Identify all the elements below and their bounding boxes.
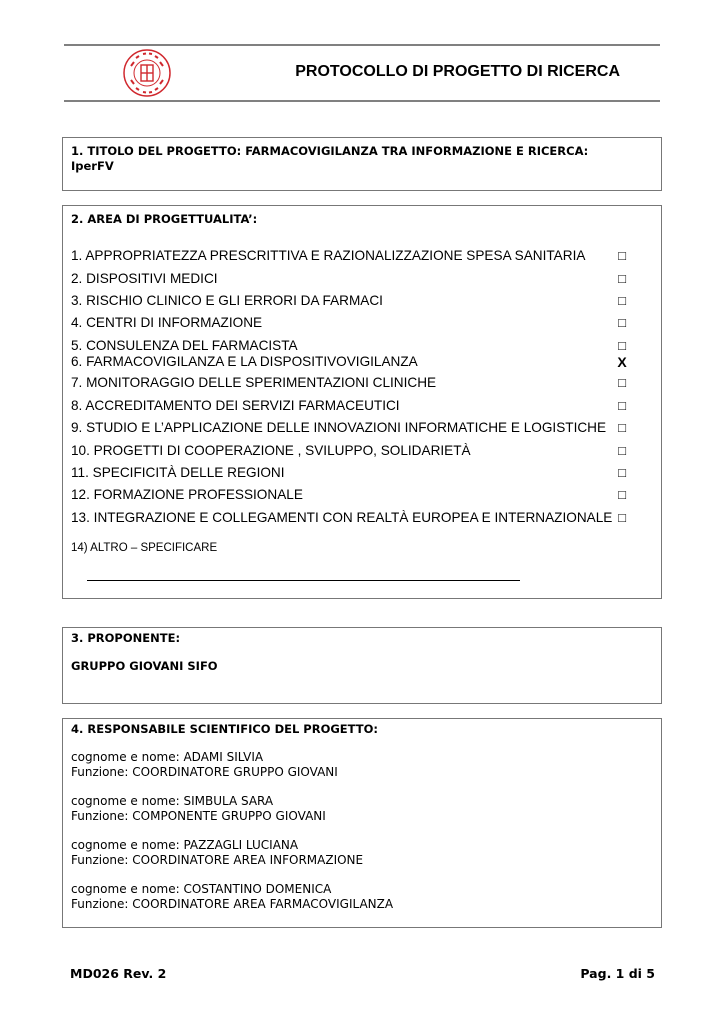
section-scientific-leads bbox=[62, 718, 662, 928]
area-item bbox=[71, 398, 655, 413]
area-item bbox=[71, 293, 655, 308]
header-top-rule bbox=[64, 44, 660, 46]
area-item-checked-mark[interactable]: X bbox=[617, 354, 627, 370]
area-item-checkbox[interactable]: □ bbox=[618, 315, 626, 330]
project-area-label: 2. AREA DI PROGETTUALITA’: bbox=[71, 212, 258, 226]
area-item-checkbox[interactable]: □ bbox=[618, 248, 626, 263]
area-item-checkbox[interactable]: □ bbox=[618, 420, 626, 435]
area-item bbox=[71, 375, 655, 390]
area-item bbox=[71, 315, 655, 330]
area-item-label: 10. PROGETTI DI COOPERAZIONE , SVILUPPO, SOLIDARIETÀ bbox=[71, 443, 471, 458]
area-item-checkbox[interactable]: □ bbox=[618, 443, 626, 458]
proponent-label: 3. PROPONENTE: bbox=[71, 631, 181, 645]
area-item-label: 9. STUDIO E L’APPLICAZIONE DELLE INNOVAZIONI INFORMATICHE E LOGISTICHE bbox=[71, 420, 607, 435]
area-item bbox=[71, 465, 655, 480]
person-name: cognome e nome: SIMBULA SARA bbox=[71, 794, 274, 808]
person-role: Funzione: COORDINATORE GRUPPO GIOVANI bbox=[71, 765, 338, 779]
area-item bbox=[71, 443, 655, 458]
area-item-checkbox[interactable]: □ bbox=[618, 375, 626, 390]
area-item bbox=[71, 354, 655, 369]
project-title-text bbox=[71, 144, 655, 174]
area-item-checkbox[interactable]: □ bbox=[618, 398, 626, 413]
area-item-checkbox[interactable]: □ bbox=[618, 293, 626, 308]
footer-page-number: Pag. 1 di 5 bbox=[580, 966, 655, 981]
footer-doc-code: MD026 Rev. 2 bbox=[70, 966, 167, 981]
area-item bbox=[71, 248, 655, 263]
proponent-value: GRUPPO GIOVANI SIFO bbox=[71, 659, 218, 673]
person-role: Funzione: COMPONENTE GRUPPO GIOVANI bbox=[71, 809, 326, 823]
area-item-checkbox[interactable]: □ bbox=[618, 338, 626, 353]
area-item-label: 13. INTEGRAZIONE E COLLEGAMENTI CON REALTÀ EUROPEA E INTERNAZIONALE bbox=[71, 510, 613, 525]
header-bottom-rule bbox=[64, 100, 660, 102]
area-item bbox=[71, 420, 655, 435]
area-item bbox=[71, 487, 655, 502]
area-item-label: 3. RISCHIO CLINICO E GLI ERRORI DA FARMACI bbox=[71, 293, 383, 308]
area-item bbox=[71, 510, 655, 525]
area-item-label: 8. ACCREDITAMENTO DEI SERVIZI FARMACEUTICI bbox=[71, 398, 400, 413]
document-title: PROTOCOLLO DI PROGETTO DI RICERCA bbox=[295, 63, 620, 80]
section-project-area bbox=[62, 205, 662, 599]
scientific-leads-label: 4. RESPONSABILE SCIENTIFICO DEL PROGETTO: bbox=[71, 722, 378, 736]
other-specify-label: 14) ALTRO – SPECIFICARE bbox=[71, 542, 218, 554]
area-item-label: 4. CENTRI DI INFORMAZIONE bbox=[71, 315, 263, 330]
area-item-label: 11. SPECIFICITÀ DELLE REGIONI bbox=[71, 465, 285, 480]
area-item-label: 6. FARMACOVIGILANZA E LA DISPOSITIVOVIGILANZA bbox=[71, 354, 418, 369]
person-role: Funzione: COORDINATORE AREA INFORMAZIONE bbox=[71, 853, 364, 867]
person-name: cognome e nome: COSTANTINO DOMENICA bbox=[71, 882, 332, 896]
section-proponent bbox=[62, 627, 662, 704]
person-name: cognome e nome: ADAMI SILVIA bbox=[71, 750, 264, 764]
area-item-label: 2. DISPOSITIVI MEDICI bbox=[71, 271, 218, 286]
person-name: cognome e nome: PAZZAGLI LUCIANA bbox=[71, 838, 299, 852]
charitas-sapientia-logo bbox=[122, 48, 172, 98]
project-title-cont: IperFV bbox=[71, 159, 114, 173]
area-item-label: 1. APPROPRIATEZZA PRESCRITTIVA E RAZIONALIZZAZIONE SPESA SANITARIA bbox=[71, 248, 586, 263]
project-title-label: 1. TITOLO DEL PROGETTO: FARMACOVIGILANZA TRA INFORMAZIONE E RICERCA: bbox=[71, 144, 589, 158]
area-item-checkbox[interactable]: □ bbox=[618, 465, 626, 480]
area-item-checkbox[interactable]: □ bbox=[618, 510, 626, 525]
other-specify-line[interactable] bbox=[87, 580, 520, 581]
area-item-checkbox[interactable]: □ bbox=[618, 271, 626, 286]
area-item bbox=[71, 271, 655, 286]
area-item-label: 12. FORMAZIONE PROFESSIONALE bbox=[71, 487, 303, 502]
area-item bbox=[71, 338, 655, 353]
area-item-checkbox[interactable]: □ bbox=[618, 487, 626, 502]
person-role: Funzione: COORDINATORE AREA FARMACOVIGILANZA bbox=[71, 897, 394, 911]
area-item-label: 5. CONSULENZA DEL FARMACISTA bbox=[71, 338, 298, 353]
section-project-title bbox=[62, 137, 662, 191]
area-item-label: 7. MONITORAGGIO DELLE SPERIMENTAZIONI CLINICHE bbox=[71, 375, 437, 390]
